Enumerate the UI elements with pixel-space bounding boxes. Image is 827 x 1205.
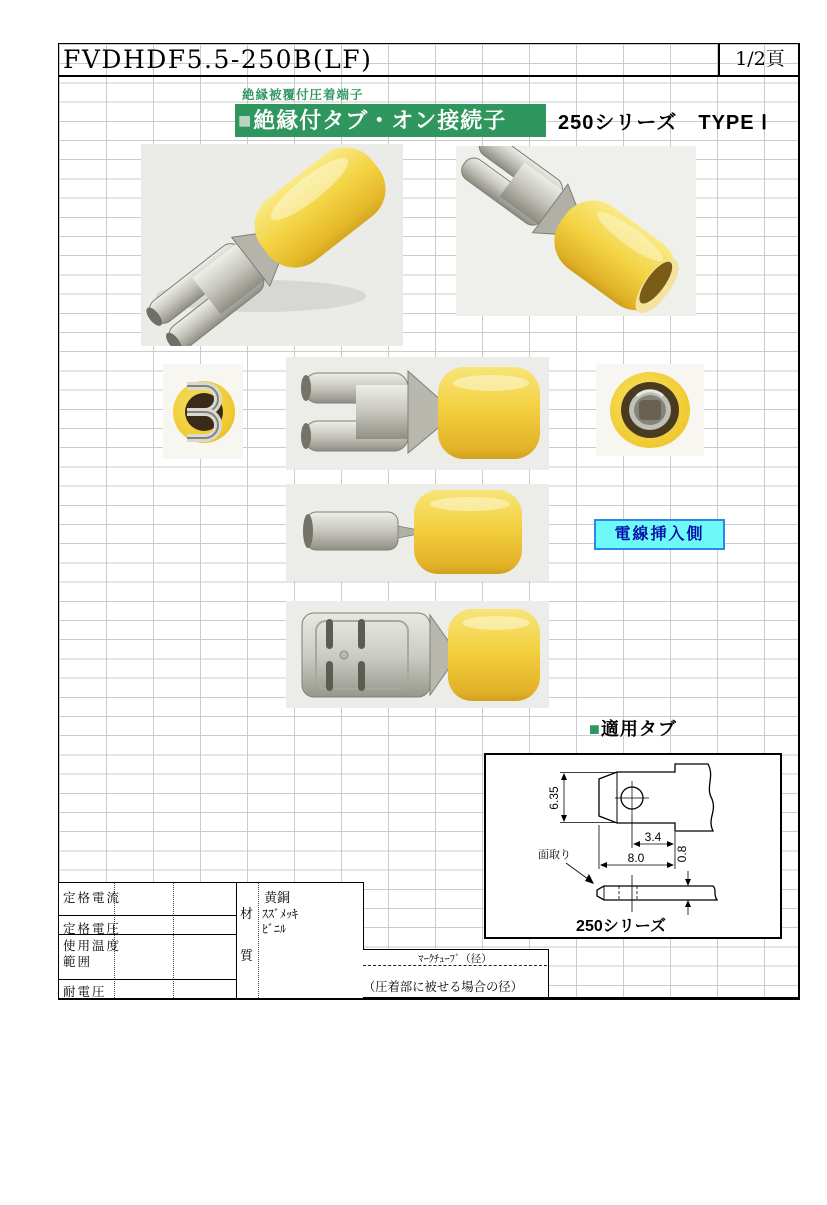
terminal-photo-illustration xyxy=(286,601,549,708)
spec-table xyxy=(59,882,364,998)
photo-terminal-angled-left xyxy=(141,144,403,346)
heading-square-icon: ■ xyxy=(589,719,601,739)
terminal-photo-illustration xyxy=(141,144,403,346)
photo-terminal-bottom-view xyxy=(286,601,549,708)
wire-insertion-side-label: 電線挿入側 xyxy=(594,519,725,550)
table-divider xyxy=(173,883,174,998)
dim-hole-offset: 3.4 xyxy=(644,830,662,844)
drawing-series-label: 250シリーズ xyxy=(576,918,666,935)
photo-terminal-side-view xyxy=(286,357,549,470)
banner-square-icon: ■ xyxy=(238,108,253,133)
row-label-operating-temp: 使用温度 xyxy=(63,939,122,953)
terminal-photo-illustration xyxy=(596,364,704,456)
table-row-line xyxy=(59,915,236,916)
tab-drawing-svg xyxy=(486,755,780,937)
series-type-label: 250シリーズ TYPE Ⅰ xyxy=(558,112,769,134)
photo-terminal-angled-right xyxy=(456,146,696,316)
row-label-range: 範囲 xyxy=(63,955,93,969)
applicable-tab-heading-text: 適用タブ xyxy=(600,719,677,739)
spreadsheet-sheet xyxy=(58,43,800,1000)
table-row-line xyxy=(59,979,236,980)
part-number-title: FVDHDF5.5-250B(LF) xyxy=(63,45,373,74)
material-brass: 黄銅 xyxy=(264,890,291,905)
dim-tab-thickness: 0.8 xyxy=(675,845,689,863)
material-label-char-2: 質 xyxy=(240,948,254,963)
category-label: 絶縁被覆付圧着端子 xyxy=(242,88,364,102)
product-heading: 絶縁付タブ・オン接続子 xyxy=(253,108,507,133)
material-label-char-1: 材 xyxy=(240,906,254,921)
photo-terminal-side-view-2 xyxy=(286,484,549,581)
photo-terminal-rear-view xyxy=(596,364,704,456)
mark-tube-label: ﾏｰｸﾁｭｰﾌﾞ（径） xyxy=(418,953,492,965)
table-divider xyxy=(258,883,259,998)
mark-tube-note: （圧着部に被せる場合の径） xyxy=(363,980,523,994)
row-label-rated-voltage: 定格電圧 xyxy=(63,922,122,936)
row-label-withstand-voltage: 耐電圧 xyxy=(63,985,107,999)
terminal-photo-illustration xyxy=(456,146,696,316)
photo-terminal-front-view xyxy=(163,364,243,459)
page-number-cell xyxy=(718,44,800,75)
mark-tube-box xyxy=(363,949,549,997)
terminal-photo-illustration xyxy=(286,484,549,581)
terminal-photo-illustration xyxy=(163,364,243,459)
page-number: 1/2頁 xyxy=(735,48,785,70)
mark-tube-dashed-line xyxy=(363,965,547,966)
applicable-tab-heading xyxy=(589,715,677,741)
table-divider xyxy=(236,883,237,998)
tab-dimension-drawing xyxy=(484,753,782,939)
title-row xyxy=(59,44,798,77)
terminal-photo-illustration xyxy=(286,357,549,470)
row-label-rated-current: 定格電流 xyxy=(63,891,122,905)
dim-tab-length: 8.0 xyxy=(627,851,645,865)
chamfer-label: 面取り xyxy=(538,849,571,861)
product-heading-banner xyxy=(235,104,546,137)
dim-tab-width: 6.35 xyxy=(547,786,561,810)
material-vinyl: ﾋﾞﾆﾙ xyxy=(262,922,287,936)
material-tin-plating: ｽｽﾞﾒｯｷ xyxy=(262,907,299,921)
